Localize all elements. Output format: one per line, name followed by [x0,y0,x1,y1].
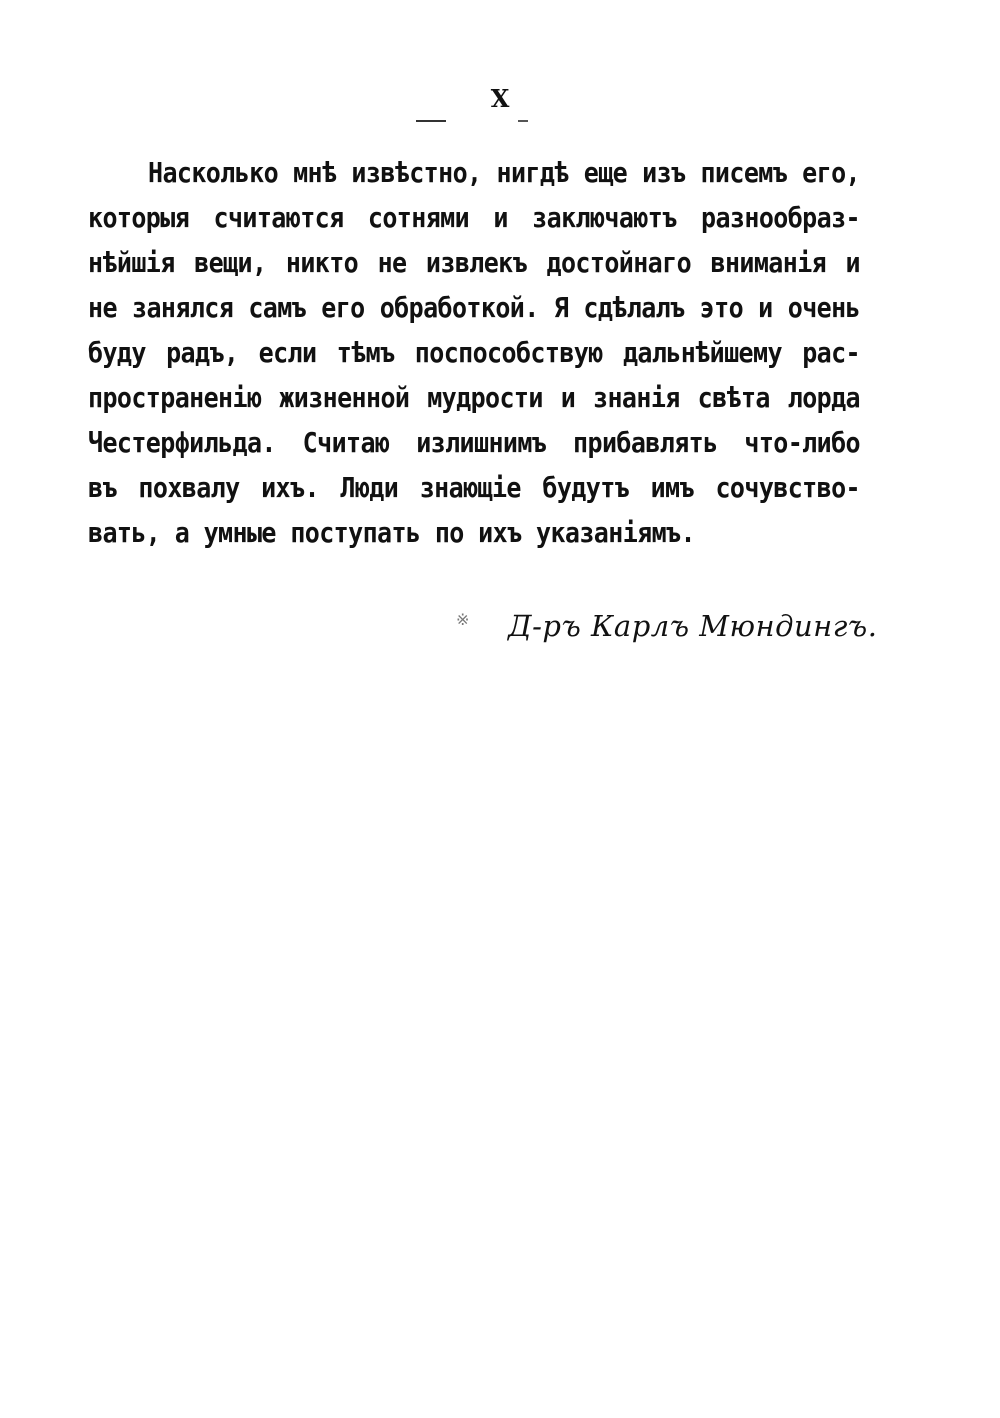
header-rule-left [416,120,446,122]
body-line-8: въ похвалу ихъ. Люди знающіе будутъ имъ сочувство- [88,471,860,504]
body-line-1: Насколько мнѣ извѣстно, нигдѣ еще изъ писемъ его, [148,156,860,189]
body-line-5: буду радъ, если тѣмъ поспособствую дальнѣйшему рас- [88,336,860,369]
body-line-2: которыя считаются сотнями и заключаютъ разнообраз- [88,201,860,234]
header-rule-right [518,120,528,122]
body-line-7: Честерфильда. Считаю излишнимъ прибавлять что-либо [88,426,860,459]
body-line-6: пространенію жизненной мудрости и знанія свѣта лорда [88,381,860,414]
signature-block [456,604,878,648]
body-line-9: вать, а умные поступать по ихъ указаніямъ. [88,516,695,549]
body-line-3: нѣйшія вещи, никто не извлекъ достойнаго вниманія и [88,246,860,279]
body-text [88,150,860,555]
signature-mark-icon: ※ [456,610,470,629]
page-number: X [490,84,510,113]
body-line-4: не занялся самъ его обработкой. Я сдѣлалъ это и очень [88,291,860,324]
signature: Д-ръ Карлъ Мюндингъ. [508,609,878,643]
